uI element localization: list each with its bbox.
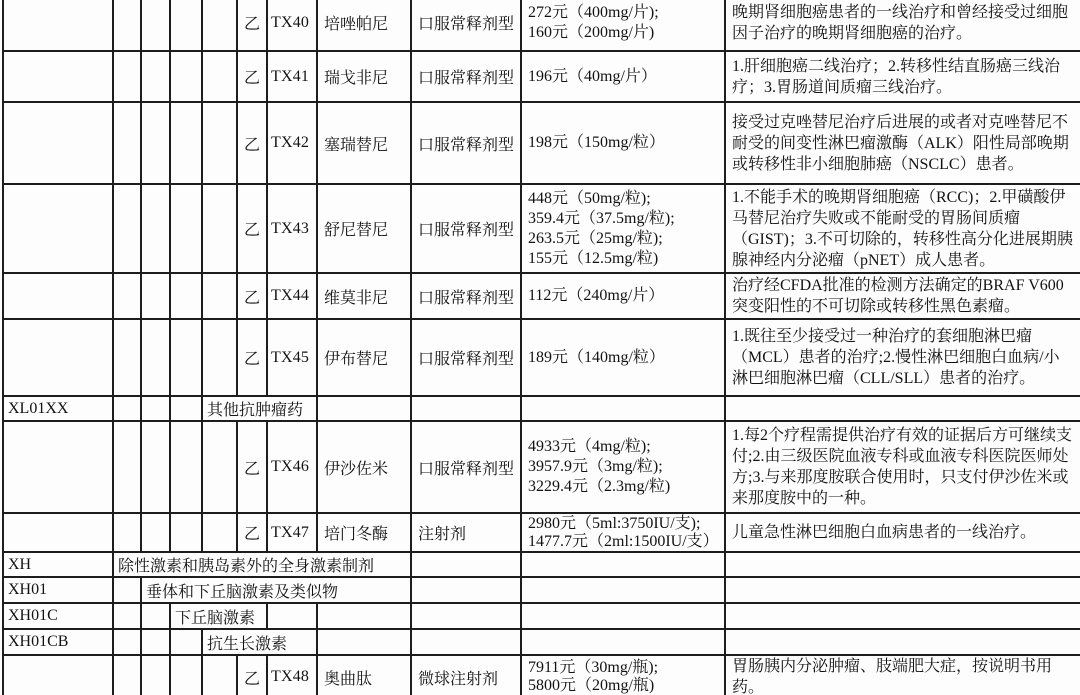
category-cell: 乙 xyxy=(237,273,267,319)
category-cell: 乙 xyxy=(237,655,267,695)
drug-name-cell: 伊布替尼 xyxy=(317,319,411,396)
atc-code-cell: XL01XX xyxy=(3,396,113,421)
empty-cell xyxy=(113,577,141,603)
drug-code-cell: TX41 xyxy=(267,51,317,102)
empty-cell xyxy=(521,552,725,577)
dosage-form-cell: 口服常释剂型 xyxy=(411,184,521,273)
drug-name-cell: 塞瑞替尼 xyxy=(317,102,411,184)
price-line: 3229.4元（2.3mg/粒) xyxy=(528,478,671,495)
empty-cell xyxy=(141,603,170,629)
empty-cell xyxy=(3,319,113,396)
empty-cell xyxy=(3,51,113,102)
atc-code-cell: XH01C xyxy=(3,603,113,629)
price-line: 7911元（30mg/瓶); xyxy=(528,659,659,676)
price-line: 272元（400mg/片); xyxy=(528,3,659,21)
empty-cell xyxy=(521,396,725,421)
price-cell xyxy=(521,421,725,513)
row-TX43 xyxy=(3,184,1080,273)
group-label-cell: 下丘脑激素 xyxy=(170,603,267,629)
empty-cell xyxy=(113,51,141,102)
category-cell: 乙 xyxy=(237,0,267,51)
empty-cell xyxy=(202,421,237,513)
row-TX45 xyxy=(3,319,1080,396)
indication-cell: 儿童急性淋巴细胞白血病患者的一线治疗。 xyxy=(725,513,1080,552)
indication-cell: 晚期肾细胞癌患者的一线治疗和曾经接受过细胞因子治疗的晚期肾细胞癌的治疗。 xyxy=(725,0,1080,51)
price-line: 448元（50mg/粒); xyxy=(528,189,651,207)
indication-cell: 1.不能手术的晚期肾细胞癌（RCC)；2.甲磺酸伊马替尼治疗失败或不能耐受的胃肠间质瘤（GIST)；3.不可切除的，转移性高分化进展期胰腺神经内分泌瘤（pNET）成人患者。 xyxy=(725,184,1080,273)
price-line: 112元（240mg/片） xyxy=(528,287,665,304)
empty-cell xyxy=(141,421,170,513)
empty-cell xyxy=(411,552,521,577)
drug-code-cell: TX42 xyxy=(267,102,317,184)
drug-name-cell: 舒尼替尼 xyxy=(317,184,411,273)
empty-cell xyxy=(202,655,237,695)
row-TX40 xyxy=(3,0,1080,51)
indication-cell: 胃肠胰内分泌肿瘤、肢端肥大症，按说明书用药。 xyxy=(725,655,1080,695)
dosage-form-cell: 口服常释剂型 xyxy=(411,421,521,513)
empty-cell xyxy=(725,577,1080,603)
price-line: 196元（40mg/片） xyxy=(528,67,657,85)
row-XH01 xyxy=(3,577,1080,603)
dosage-form-cell: 口服常释剂型 xyxy=(411,273,521,319)
drug-name-cell: 维莫非尼 xyxy=(317,273,411,319)
empty-cell xyxy=(202,273,237,319)
empty-cell xyxy=(170,629,202,655)
row-TX48 xyxy=(3,655,1080,695)
empty-cell xyxy=(141,102,170,184)
drug-code-cell: TX44 xyxy=(267,273,317,319)
drug-name-cell: 伊沙佐米 xyxy=(317,421,411,513)
empty-cell xyxy=(3,421,113,513)
atc-code-cell: XH xyxy=(3,552,113,577)
drug-code-cell: TX45 xyxy=(267,319,317,396)
empty-cell xyxy=(202,102,237,184)
price-cell xyxy=(521,513,725,552)
price-line: 5800元（20mg/瓶) xyxy=(528,677,655,694)
price-cell xyxy=(521,319,725,396)
indication-cell: 1.每2个疗程需提供治疗有效的证据后方可继续支付;2.由三级医院血液专科或血液专科医院医师处方;3.与来那度胺联合使用时，只支付伊沙佐米或来那度胺中的一种。 xyxy=(725,421,1080,513)
empty-cell xyxy=(170,0,202,51)
empty-cell xyxy=(170,273,202,319)
empty-cell xyxy=(725,552,1080,577)
empty-cell xyxy=(141,396,170,421)
drug-code-cell: TX46 xyxy=(267,421,317,513)
price-cell xyxy=(521,655,725,695)
row-XH01CB xyxy=(3,629,1080,655)
price-cell xyxy=(521,184,725,273)
empty-cell xyxy=(202,184,237,273)
category-cell: 乙 xyxy=(237,184,267,273)
category-cell: 乙 xyxy=(237,513,267,552)
empty-cell xyxy=(170,319,202,396)
category-cell: 乙 xyxy=(237,421,267,513)
drug-code-cell: TX48 xyxy=(267,655,317,695)
empty-cell xyxy=(113,273,141,319)
empty-cell xyxy=(3,0,113,51)
price-line: 1477.7元（2ml:1500IU/支） xyxy=(528,532,719,550)
empty-cell xyxy=(3,513,113,552)
empty-cell xyxy=(113,603,141,629)
row-TX47 xyxy=(3,513,1080,552)
empty-cell xyxy=(317,396,411,421)
indication-cell: 接受过克唑替尼治疗后进展的或者对克唑替尼不耐受的间变性淋巴瘤激酶（ALK）阳性局部晚期或转移性非小细胞肺癌（NSCLC）患者。 xyxy=(725,102,1080,184)
empty-cell xyxy=(3,273,113,319)
empty-cell xyxy=(267,603,317,629)
empty-cell xyxy=(141,0,170,51)
price-cell xyxy=(521,0,725,51)
dosage-form-cell: 注射剂 xyxy=(411,513,521,552)
row-XH01C xyxy=(3,603,1080,629)
empty-cell xyxy=(113,184,141,273)
atc-code-cell: XH01 xyxy=(3,577,113,603)
empty-cell xyxy=(113,421,141,513)
drug-name-cell: 培唑帕尼 xyxy=(317,0,411,51)
empty-cell xyxy=(113,629,141,655)
empty-cell xyxy=(202,0,237,51)
indication-cell: 1.肝细胞癌二线治疗；2.转移性结直肠癌三线治疗；3.胃肠道间质瘤三线治疗。 xyxy=(725,51,1080,102)
price-line: 160元（200mg/片) xyxy=(528,23,655,41)
empty-cell xyxy=(141,629,170,655)
drug-reimbursement-table xyxy=(2,0,1080,695)
empty-cell xyxy=(170,102,202,184)
row-TX41 xyxy=(3,51,1080,102)
empty-cell xyxy=(317,629,411,655)
empty-cell xyxy=(521,629,725,655)
empty-cell xyxy=(170,396,202,421)
group-label-cell: 垂体和下丘脑激素及类似物 xyxy=(141,577,411,603)
empty-cell xyxy=(170,51,202,102)
empty-cell xyxy=(141,51,170,102)
empty-cell xyxy=(170,421,202,513)
row-TX46 xyxy=(3,421,1080,513)
indication-cell: 1.既往至少接受过一种治疗的套细胞淋巴瘤（MCL）患者的治疗;2.慢性淋巴细胞白血病/小淋巴细胞淋巴瘤（CLL/SLL）患者的治疗。 xyxy=(725,319,1080,396)
empty-cell xyxy=(141,273,170,319)
dosage-form-cell: 微球注射剂 xyxy=(411,655,521,695)
drug-code-cell: TX47 xyxy=(267,513,317,552)
empty-cell xyxy=(411,629,521,655)
empty-cell xyxy=(141,655,170,695)
empty-cell xyxy=(113,655,141,695)
group-label-cell: 抗生长激素 xyxy=(202,629,317,655)
empty-cell xyxy=(411,603,521,629)
row-XL01XX xyxy=(3,396,1080,421)
empty-cell xyxy=(202,513,237,552)
empty-cell xyxy=(113,513,141,552)
empty-cell xyxy=(141,319,170,396)
drug-name-cell: 培门冬酶 xyxy=(317,513,411,552)
price-line: 198元（150mg/粒） xyxy=(528,134,665,151)
empty-cell xyxy=(725,396,1080,421)
empty-cell xyxy=(725,603,1080,629)
empty-cell xyxy=(3,102,113,184)
row-TX42 xyxy=(3,102,1080,184)
drug-code-cell: TX43 xyxy=(267,184,317,273)
price-line: 189元（140mg/粒） xyxy=(528,348,665,366)
price-cell xyxy=(521,102,725,184)
empty-cell xyxy=(3,184,113,273)
empty-cell xyxy=(521,577,725,603)
empty-cell xyxy=(113,0,141,51)
empty-cell xyxy=(141,513,170,552)
dosage-form-cell: 口服常释剂型 xyxy=(411,0,521,51)
indication-cell: 治疗经CFDA批准的检测方法确定的BRAF V600 突变阳性的不可切除或转移性黑色素瘤。 xyxy=(725,273,1080,319)
empty-cell xyxy=(170,184,202,273)
drug-code-cell: TX40 xyxy=(267,0,317,51)
group-label-cell: 除性激素和胰岛素外的全身激素制剂 xyxy=(113,552,411,577)
price-line: 155元（12.5mg/粒) xyxy=(528,249,659,267)
group-label-cell: 其他抗肿瘤药 xyxy=(202,396,317,421)
dosage-form-cell: 口服常释剂型 xyxy=(411,319,521,396)
empty-cell xyxy=(202,51,237,102)
row-TX44 xyxy=(3,273,1080,319)
empty-cell xyxy=(170,655,202,695)
dosage-form-cell: 口服常释剂型 xyxy=(411,102,521,184)
empty-cell xyxy=(317,603,411,629)
empty-cell xyxy=(411,396,521,421)
empty-cell xyxy=(202,319,237,396)
empty-cell xyxy=(113,102,141,184)
price-cell xyxy=(521,51,725,102)
price-cell xyxy=(521,273,725,319)
empty-cell xyxy=(141,184,170,273)
empty-cell xyxy=(170,513,202,552)
category-cell: 乙 xyxy=(237,51,267,102)
atc-code-cell: XH01CB xyxy=(3,629,113,655)
drug-name-cell: 瑞戈非尼 xyxy=(317,51,411,102)
empty-cell xyxy=(725,629,1080,655)
price-line: 4933元（4mg/粒); xyxy=(528,438,651,455)
drug-name-cell: 奥曲肽 xyxy=(317,655,411,695)
empty-cell xyxy=(411,577,521,603)
category-cell: 乙 xyxy=(237,102,267,184)
price-line: 359.4元（37.5mg/粒); xyxy=(528,209,675,227)
row-XH xyxy=(3,552,1080,577)
empty-cell xyxy=(3,655,113,695)
empty-cell xyxy=(521,603,725,629)
empty-cell xyxy=(113,319,141,396)
dosage-form-cell: 口服常释剂型 xyxy=(411,51,521,102)
price-line: 3957.9元（3mg/粒); xyxy=(528,458,663,475)
category-cell: 乙 xyxy=(237,319,267,396)
price-line: 263.5元（25mg/粒); xyxy=(528,229,663,247)
price-line: 2980元（5ml:3750IU/支); xyxy=(528,514,701,532)
empty-cell xyxy=(113,396,141,421)
